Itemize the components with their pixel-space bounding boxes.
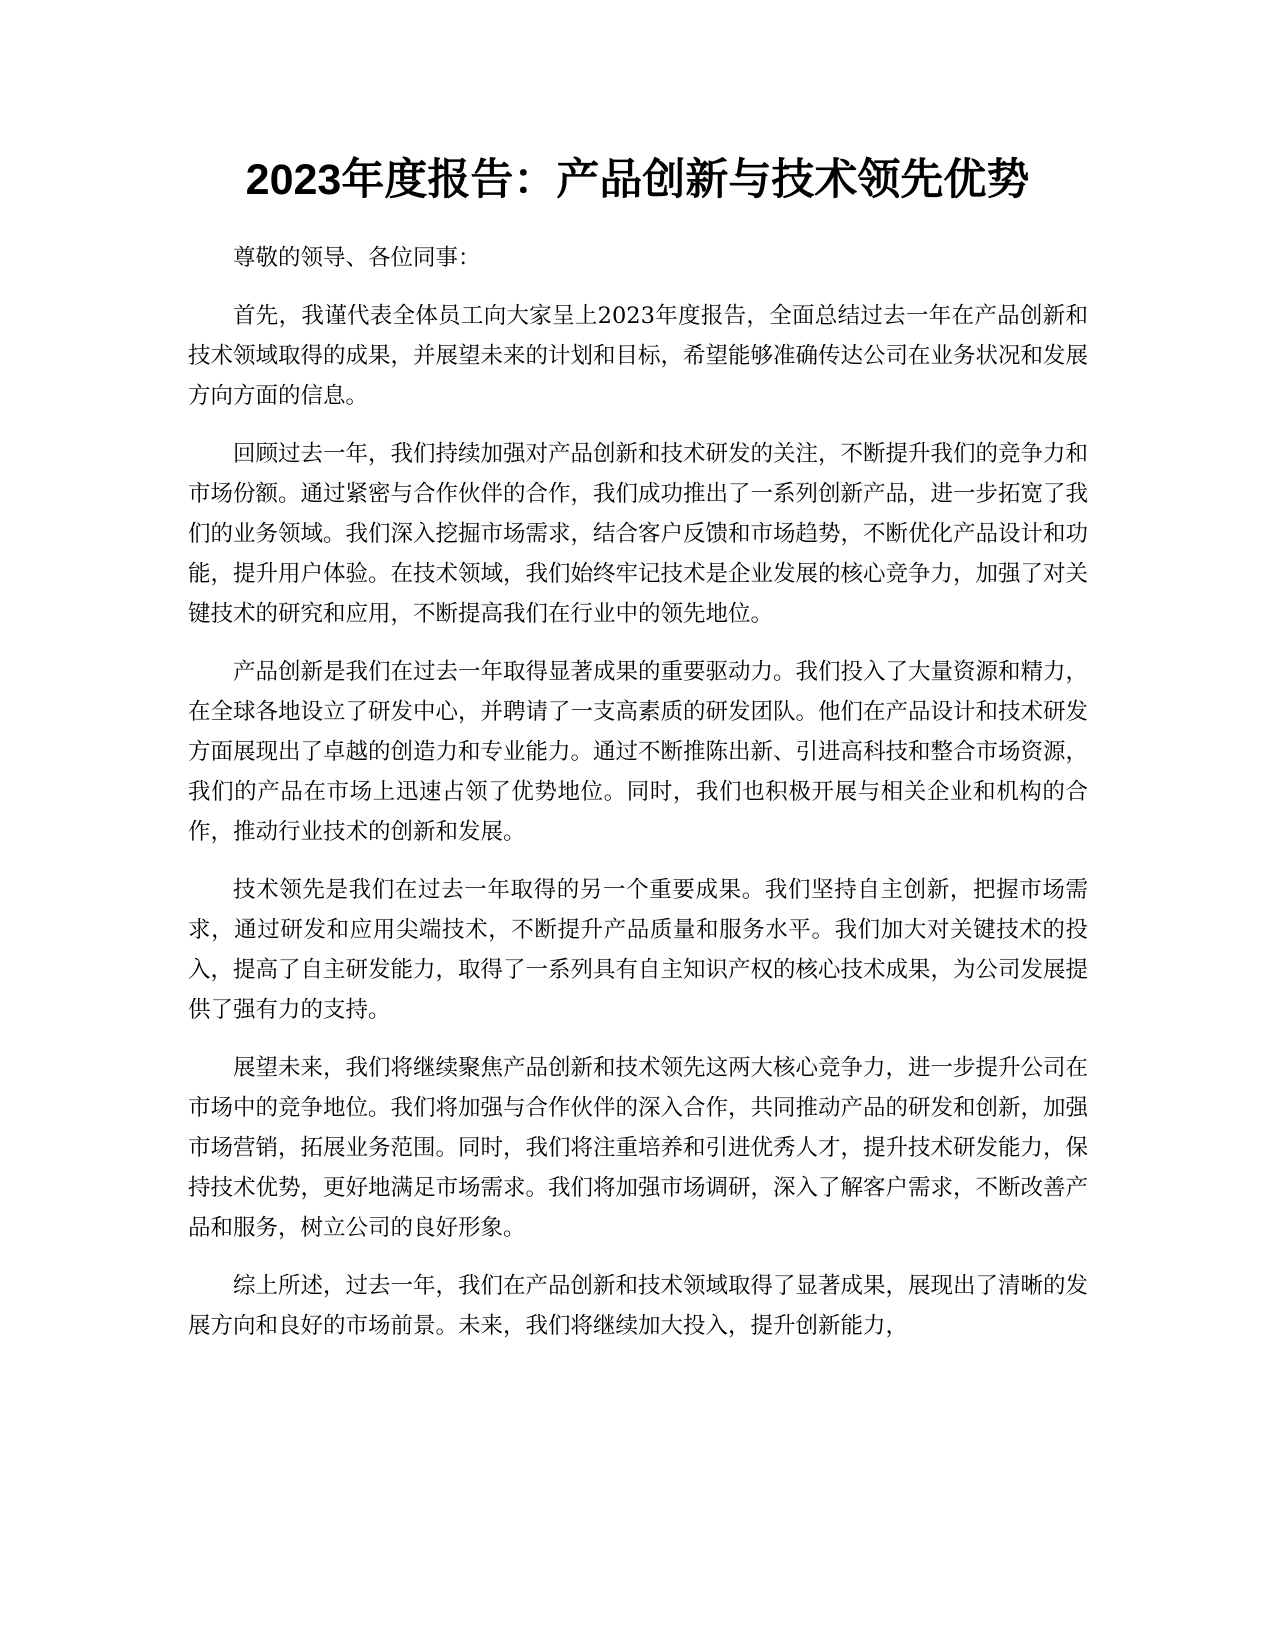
- paragraph-intro: 首先，我谨代表全体员工向大家呈上2023年度报告，全面总结过去一年在产品创新和技术领域取得的成果，并展望未来的计划和目标，希望能够准确传达公司在业务状况和发展方向方面的信息。: [188, 303, 1089, 409]
- document-title: 2023年度报告：产品创新与技术领先优势: [245, 156, 1030, 204]
- paragraph-summary: 综上所述，过去一年，我们在产品创新和技术领域取得了显著成果，展现出了清晰的发展方向和良好的市场前景。未来，我们将继续加大投入，提升创新能力，: [188, 1273, 1089, 1339]
- document-body: [188, 238, 1088, 1364]
- paragraph-product-innovation: 产品创新是我们在过去一年取得显著成果的重要驱动力。我们投入了大量资源和精力，在全球各地设立了研发中心，并聘请了一支高素质的研发团队。他们在产品设计和技术研发方面展现出了卓越的创造力和专业能力。通过不断推陈出新、引进高科技和整合市场资源，我们的产品在市场上迅速占领了优势地位。同时，我们也积极开展与相关企业和机构的合作，推动行业技术的创新和发展。: [188, 659, 1089, 845]
- salutation: 尊敬的领导、各位同事：: [233, 245, 481, 271]
- paragraph-tech-leadership: 技术领先是我们在过去一年取得的另一个重要成果。我们坚持自主创新，把握市场需求，通过研发和应用尖端技术，不断提升产品质量和服务水平。我们加大对关键技术的投入，提高了自主研发能力，取得了一系列具有自主知识产权的核心技术成果，为公司发展提供了强有力的支持。: [188, 877, 1089, 1023]
- paragraph-outlook: 展望未来，我们将继续聚焦产品创新和技术领先这两大核心竞争力，进一步提升公司在市场中的竞争地位。我们将加强与合作伙伴的深入合作，共同推动产品的研发和创新，加强市场营销，拓展业务范围。同时，我们将注重培养和引进优秀人才，提升技术研发能力，保持技术优势，更好地满足市场需求。我们将加强市场调研，深入了解客户需求，不断改善产品和服务，树立公司的良好形象。: [188, 1055, 1089, 1241]
- paragraph-review: 回顾过去一年，我们持续加强对产品创新和技术研发的关注，不断提升我们的竞争力和市场份额。通过紧密与合作伙伴的合作，我们成功推出了一系列创新产品，进一步拓宽了我们的业务领域。我们深入挖掘市场需求，结合客户反馈和市场趋势，不断优化产品设计和功能，提升用户体验。在技术领域，我们始终牢记技术是企业发展的核心竞争力，加强了对关键技术的研究和应用，不断提高我们在行业中的领先地位。: [188, 441, 1089, 627]
